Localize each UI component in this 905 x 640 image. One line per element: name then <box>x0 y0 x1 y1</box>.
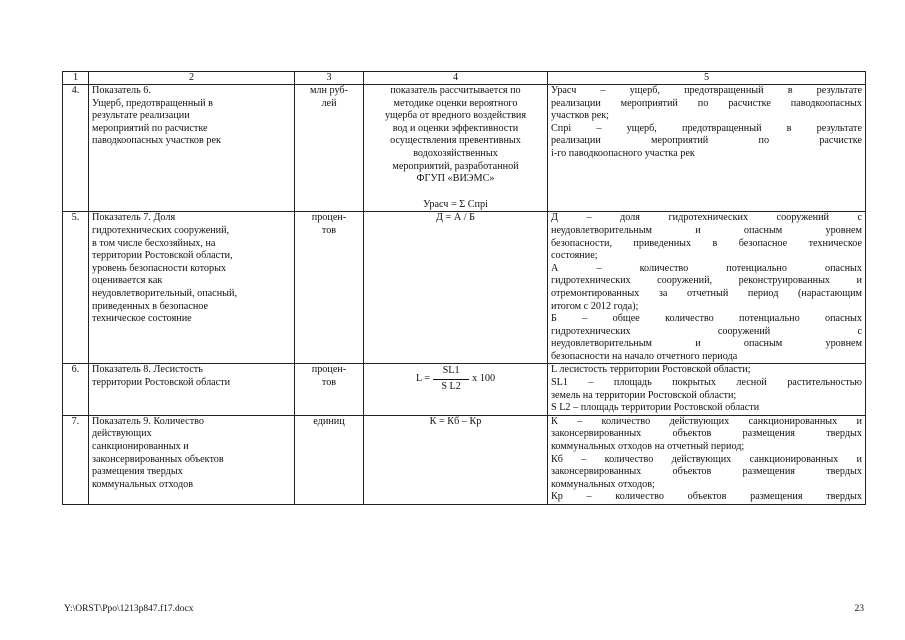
unit-of-measure <box>295 85 364 212</box>
indicator-name <box>89 364 295 415</box>
description-line: коммунальных отходов; <box>551 478 655 490</box>
table-row <box>63 212 866 364</box>
table-header-row <box>63 72 866 85</box>
indicator-name-line: уровень безопасности которых <box>92 262 227 274</box>
row-number: 4. <box>63 85 89 212</box>
description-line: состояние; <box>551 250 598 262</box>
calculation-method <box>364 415 548 504</box>
method-line: ФГУП «ВИЭМС» <box>416 173 495 185</box>
calculation-method <box>364 85 548 212</box>
method-line: мероприятий, разработанной <box>392 160 519 172</box>
indicator-name-line: оценивается как <box>92 275 163 287</box>
description-line: итогом с 2012 года); <box>551 300 639 312</box>
indicator-name-line: Показатель 8. Лесистость <box>92 364 203 376</box>
unit-line: лей <box>321 97 337 109</box>
header-cell-2: 2 <box>89 72 295 85</box>
indicator-name-line: действующих <box>92 428 152 440</box>
calculation-method <box>364 364 548 415</box>
method-line: Урасч = Σ Спрi <box>423 198 488 210</box>
method-line: вод и оценки эффективности <box>392 122 519 134</box>
description-line: Урасч – ущерб, предотвращенный в результате <box>551 85 862 96</box>
description-line: земель на территории Ростовской области; <box>551 389 737 401</box>
row-number: 7. <box>63 415 89 504</box>
indicator-name-line: в том числе бесхозяйных, на <box>92 237 216 249</box>
indicator-name-line: Показатель 6. <box>92 85 151 96</box>
description-line: i-го паводкоопасного участка рек <box>551 147 695 159</box>
method-line <box>367 186 544 199</box>
formula: К = Кб – Кр <box>429 415 482 427</box>
fraction-bar <box>433 379 469 380</box>
description-line: Спрi – ущерб, предотвращенный в результате <box>551 122 862 134</box>
description-line: К – количество действующих санкционированных и <box>551 415 862 427</box>
unit-line: тов <box>321 377 337 389</box>
indicator-name-line: размещения твердых <box>92 466 183 478</box>
table-row <box>63 364 866 415</box>
indicator-name <box>89 415 295 504</box>
method-line: методике оценки вероятного <box>393 97 518 109</box>
header-cell-3: 3 <box>295 72 364 85</box>
description-line: А – количество потенциально опасных <box>551 262 862 274</box>
indicator-name-line: территории Ростовской области <box>92 377 231 389</box>
description-line: Кб – количество действующих санкционированных и <box>551 453 862 465</box>
indicator-name-line: гидротехнических сооружений, <box>92 224 230 236</box>
description-line: неудовлетворительным и опасным уровнем <box>551 224 862 236</box>
fraction-formula <box>367 365 544 393</box>
indicator-name-line: Ущерб, предотвращенный в <box>92 97 213 109</box>
description-line: реализации мероприятий по расчистке <box>551 135 862 147</box>
description-line: Д – доля гидротехнических сооружений с <box>551 212 862 224</box>
description-line: отремонтированных за отчетный период (нарастающим <box>551 287 862 299</box>
indicator-name-line: санкционированных и <box>92 441 189 453</box>
indicator-name-line: коммунальных отходов <box>92 478 194 490</box>
description-line: Кр – количество объектов размещения твердых <box>551 491 862 503</box>
calculation-method <box>364 212 548 364</box>
formula-lhs: L = <box>415 373 431 385</box>
footer-page-number: 23 <box>854 604 864 614</box>
method-line: водохозяйственных <box>413 147 498 159</box>
unit-of-measure <box>295 415 364 504</box>
description-line: SL1 – площадь покрытых лесной растительностью <box>551 377 862 389</box>
description-line: коммунальных отходов на отчетный период; <box>551 441 745 453</box>
indicator-name-line: паводкоопасных участков рек <box>92 135 221 147</box>
method-line: осуществления превентивных <box>390 135 521 147</box>
header-cell-4: 4 <box>364 72 548 85</box>
unit-line: единиц <box>313 415 345 427</box>
formula: Д = А / Б <box>436 212 475 224</box>
indicator-name <box>89 212 295 364</box>
header-cell-1: 1 <box>63 72 89 85</box>
description-line: законсервированных объектов размещения твердых <box>551 428 862 440</box>
description-line: безопасности на начало отчетного периода <box>551 350 738 362</box>
unit-of-measure <box>295 364 364 415</box>
indicator-name <box>89 85 295 212</box>
table-row <box>63 85 866 212</box>
indicator-table <box>62 71 866 505</box>
description-line: S L2 – площадь территории Ростовской области <box>551 402 760 414</box>
indicator-name-line: территории Ростовской области, <box>92 250 233 262</box>
formula-rhs: х 100 <box>472 373 496 385</box>
description-line: неудовлетворительным и опасным уровнем <box>551 338 862 350</box>
indicator-name-line: мероприятий по расчистке <box>92 122 208 134</box>
unit-of-measure <box>295 212 364 364</box>
indicator-name-line: законсервированных объектов <box>92 453 224 465</box>
fraction-numerator: SL1 <box>442 365 460 377</box>
unit-line: млн руб- <box>309 85 349 96</box>
indicator-name-line: приведенных в безопасное <box>92 300 209 312</box>
fraction-denominator: S L2 <box>441 381 461 393</box>
unit-line: тов <box>321 224 337 236</box>
variable-description <box>548 364 866 415</box>
description-line: законсервированных объектов размещения твердых <box>551 466 862 478</box>
variable-description <box>548 85 866 212</box>
variable-description <box>548 212 866 364</box>
indicator-name-line: Показатель 9. Количество <box>92 415 204 427</box>
description-line: L лесистость территории Ростовской области; <box>551 364 751 376</box>
footer-file-path: Y:\ORST\Ppo\1213p847.f17.docx <box>64 604 194 614</box>
header-cell-5: 5 <box>548 72 866 85</box>
unit-line: процен- <box>311 364 347 376</box>
indicator-name-line: техническое состояние <box>92 313 192 325</box>
description-line: гидротехнических сооружений, реконструированных и <box>551 275 862 287</box>
description-line: безопасности, приведенных в безопасное техническое <box>551 237 862 249</box>
variable-description <box>548 415 866 504</box>
table-row <box>63 415 866 504</box>
indicator-name-line: результате реализации <box>92 110 190 122</box>
description-line: участков рек; <box>551 110 609 122</box>
method-line: показатель рассчитывается по <box>390 85 521 96</box>
row-number: 5. <box>63 212 89 364</box>
row-number: 6. <box>63 364 89 415</box>
unit-line: процен- <box>311 212 347 224</box>
method-line: ущерба от вредного воздействия <box>384 110 527 122</box>
indicator-name-line: неудовлетворительный, опасный, <box>92 287 237 299</box>
indicator-name-line: Показатель 7. Доля <box>92 212 176 224</box>
description-line: реализации мероприятий по расчистке паводкоопасных <box>551 97 862 109</box>
description-line: гидротехнических сооружений с <box>551 325 862 337</box>
fraction <box>433 365 469 393</box>
description-line: Б – общее количество потенциально опасных <box>551 313 862 325</box>
